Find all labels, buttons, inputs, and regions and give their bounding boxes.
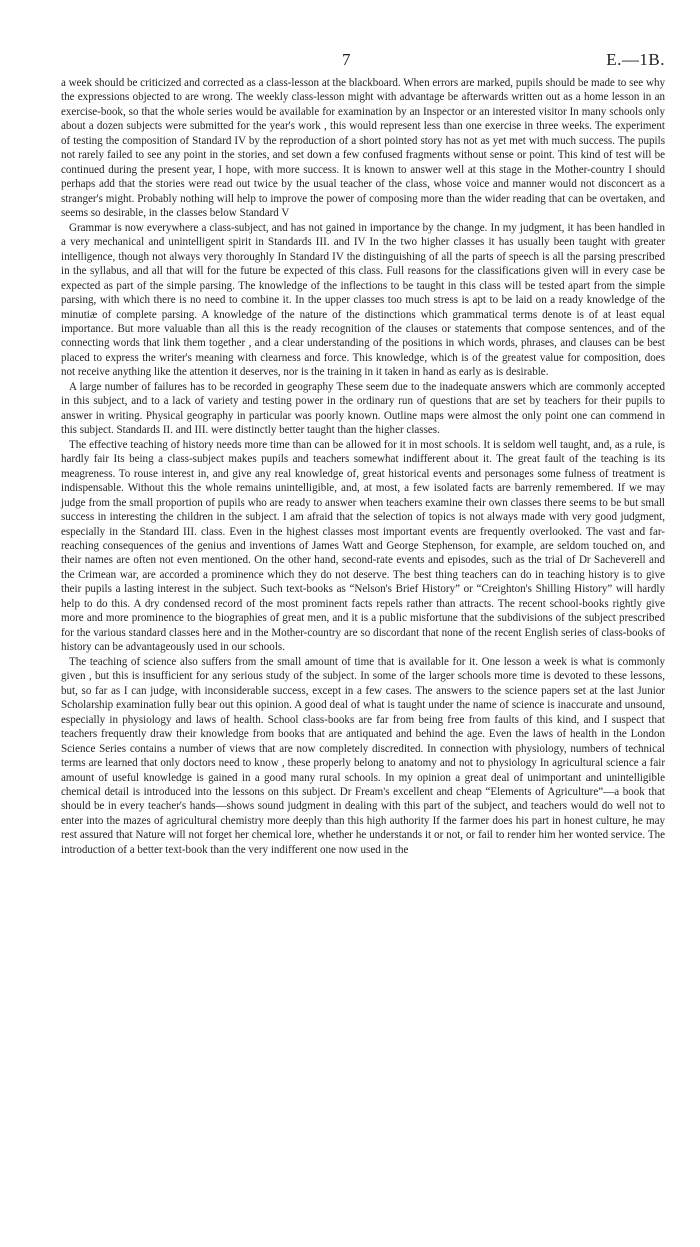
paragraph-composition: a week should be criticized and corrected as a class-lesson at the blackboard. When errors are marked, pupils should be made to see why the expressions objected to are wrong. The weekly class-lesson might with advantage be afterwards written out as a home lesson in an exercise-book, so that the whole series would be available for examination by an Inspector or an interested visitor In many schools only about a dozen subjects were submitted for the year's work , this would represent less than one exercise in three weeks. The experiment of testing the composition of Standard IV by the reproduction of a short pointed story has not as yet met with much success. The pupils not rarely failed to see any point in the stories, and set down a few confused fragments without sense or point. This kind of test will be continued during the present year, I hope, with more success. It is known to answer well at this stage in the Mother-country I should perhaps add that the stories were read out twice by the usual teacher of the class, whose voice and manner would not disconcert as a stranger's might. Probably nothing will help to improve the power of composing more than the wider reading that can be overtaken, and seems so desirable, in the classes below Standard V bbox=[61, 77, 665, 220]
page-number: 7 bbox=[342, 50, 351, 69]
paragraph-history: The effective teaching of history needs more time than can be allowed for it in most schools. It is seldom well taught, and, as a rule, is hardly fair Its being a class-subject makes pupils and teachers somewhat indifferent about it. The great fault of the teaching is its meagreness. To rouse interest in, and give any real knowledge of, great historical events and personages some fulness of treatment is indispensable. Without this the whole remains unintelligible, and, at most, a few isolated facts are barrenly remembered. If we may judge from the small proportion of pupils who are ready to answer when teachers examine their own classes there seems to be but small success in interesting the children in the subject. I am afraid that the selection of topics is not always made with very good judgment, especially in the Standard III. class. Even in the highest classes most important events are frequently overlooked. The vast and far-reaching consequences of the genius and inventions of James Watt and George Stephenson, for example, are seldom touched on, and their names are often not even mentioned. On the other hand, second-rate events and episodes, such as the trial of Dr Sacheverell and the Crimean war, are accorded a prominence which they do not deserve. The best thing teachers can do in teaching history is to give their pupils a lasting interest in the subject. Such text-books as “Nelson's Brief History” or “Creighton's Shilling History” will hardly help to do this. A dry condensed record of the most prominent facts repels rather than attracts. The recent school-books rightly give more and more prominence to the biographies of great men, and it is a public misfortune that the subdivisions of the subject prescribed for the various standard classes here and in the Mother-country are so discordant that none of the recent English series of class-books of history can be advantageously used in our schools. bbox=[61, 438, 665, 654]
paragraph-geography: A large number of failures has to be recorded in geography These seem due to the inadequate answers which are commonly accepted in this subject, and to a lack of variety and testing power in the ordinary run of questions that are set by teachers for their pupils to answer in writing. Physical geography in particular was poorly known. Outline maps were almost the only point one can commend in this subject. Standards II. and III. were distinctly better taught than the higher classes. bbox=[61, 380, 665, 437]
paragraph-science: The teaching of science also suffers from the small amount of time that is available for it. One lesson a week is what is commonly given , but this is insufficient for any serious study of the subject. In some of the larger schools more time is devoted to these lessons, but, so far as I can judge, with inconsiderable success, except in a few cases. The answers to the science papers set at the last Junior Scholarship examination fully bear out this opinion. A good deal of what is taught under the name of science is inaccurate and unsound, especially in physiology and laws of health. School class-books are far from being free from faults of this kind, and I suspect that teachers frequently draw their knowledge from books that are antiquated and behind the age. Even the laws of health in the London Science Series contains a number of views that are now completely discredited. In connection with physiology, numbers of technical terms are learned that only doctors need to know , these properly belong to anatomy and not to physiology In agricultural science a fair amount of useful knowledge is gained in a good many rural schools. In my opinion a great deal of unimportant and unintelligible chemical detail is introduced into the lessons on this subject. Dr Fream's excellent and cheap “Elements of Agriculture”—a book that should be in every teacher's hands—shows sound judgment in dealing with this part of the subject, and teachers would do well not to enter into the mazes of agricultural chemistry more deeply than this high authority If the farmer does his part in honest culture, he may rest assured that Nature will not forget her chemical lore, whether he understands it or not, or fail to render him her wonted service. The introduction of a better text-book than the very indifferent one now used in the bbox=[61, 655, 665, 856]
paragraph-grammar: Grammar is now everywhere a class-subject, and has not gained in importance by the change. In my judgment, it has been handled in a very mechanical and unintelligent spirit in Standards III. and IV In the two higher classes it has usually been taught with greater intelligence, though not always very thoroughly In Standard IV the distinguishing of all the parts of speech is all the parsing prescribed in the syllabus, and all that will for the future be expected of this class. Full reasons for the classifications given will in every case be expected as part of the simple parsing. The knowledge of the inflections to be taught in this class will be tested apart from the simple parsing, with which there is no need to combine it. In the upper classes too much stress is apt to be laid on a ready knowledge of the minutiæ of complete parsing. A knowledge of the nature of the distinctions which grammatical terms denote is of at least equal importance. But more valuable than all this is the ready recognition of the clauses or statements that compose sentences, and of the connecting words that link them together , and a clear understanding of the positions in which words, phrases, and clauses can be best placed to express the writer's meaning with clearness and force. This knowledge, which is of the greatest value for composition, does not receive anything like the attention it deserves, nor is the training in it taken in hand as early as is desirable. bbox=[61, 221, 665, 379]
document-reference: E.—1B. bbox=[606, 50, 665, 69]
page-header bbox=[61, 50, 665, 76]
body-text bbox=[61, 76, 665, 857]
